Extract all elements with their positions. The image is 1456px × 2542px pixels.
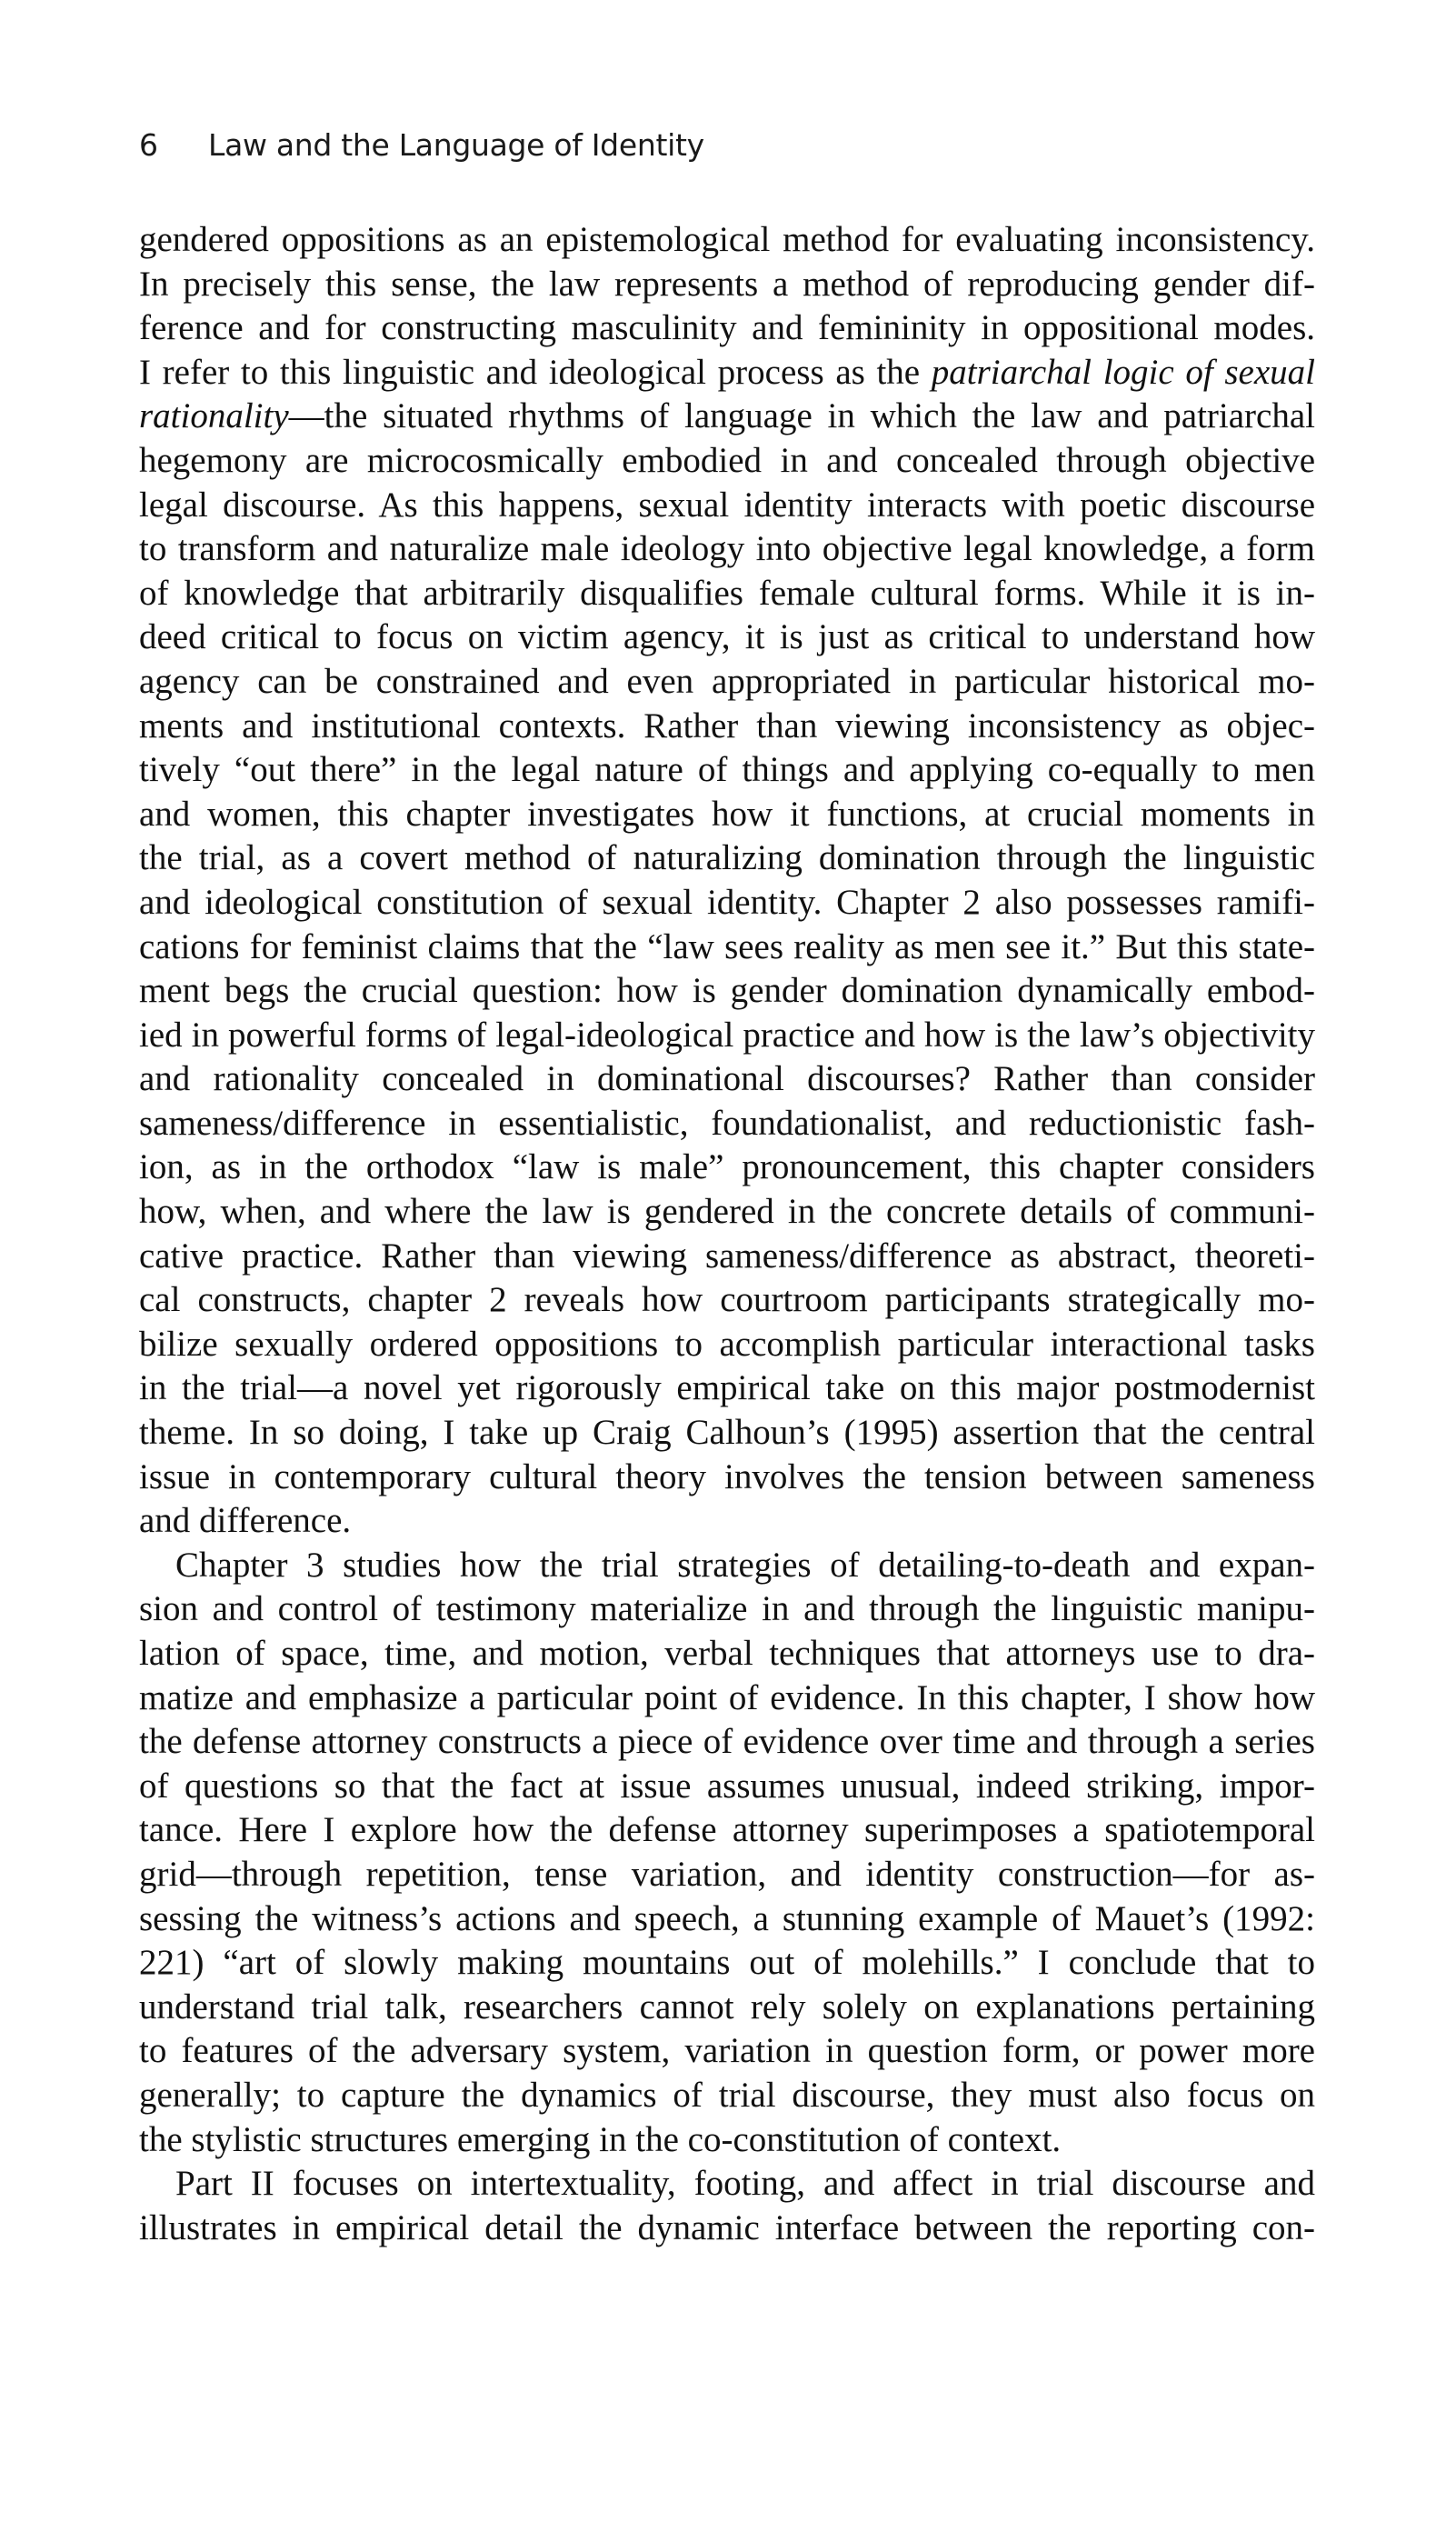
text-line: in the trial—a novel yet rigorously empirical take on this major postmodernist xyxy=(139,1368,1315,1408)
text-line: grid—through repetition, tense variation, and identity construction—for as- xyxy=(139,1854,1315,1894)
running-head xyxy=(139,127,704,163)
text-line: of knowledge that arbitrarily disqualifies female cultural forms. While it is in- xyxy=(139,573,1315,613)
text-line: cative practice. Rather than viewing sameness/difference as abstract, theoreti- xyxy=(139,1236,1315,1276)
text-line: ments and institutional contexts. Rather than viewing inconsistency as objec- xyxy=(139,706,1315,746)
text-line: deed critical to focus on victim agency, it is just as critical to understand how xyxy=(139,617,1315,657)
text-line: of questions so that the fact at issue assumes unusual, indeed striking, impor- xyxy=(139,1766,1315,1806)
paragraph xyxy=(139,218,1315,1544)
text-line: In precisely this sense, the law represents a method of reproducing gender dif- xyxy=(139,264,1315,304)
text-line: tance. Here I explore how the defense attorney superimposes a spatiotemporal xyxy=(139,1810,1315,1850)
text-line: cal constructs, chapter 2 reveals how courtroom participants strategically mo- xyxy=(139,1280,1315,1320)
paragraph xyxy=(139,1544,1315,2162)
text-line: agency can be constrained and even appropriated in particular historical mo- xyxy=(139,661,1315,701)
text-line: ion, as in the orthodox “law is male” pronouncement, this chapter considers xyxy=(139,1147,1315,1187)
text-line: and women, this chapter investigates how it functions, at crucial moments in xyxy=(139,794,1315,834)
text-line: cations for feminist claims that the “law sees reality as men see it.” But this state- xyxy=(139,926,1315,966)
text-line: understand trial talk, researchers cannot rely solely on explanations pertaining xyxy=(139,1987,1315,2027)
text-line: generally; to capture the dynamics of trial discourse, they must also focus on xyxy=(139,2075,1315,2115)
text-line: sion and control of testimony materialize in and through the linguistic manipu- xyxy=(139,1589,1315,1629)
italic-term: rationality xyxy=(139,396,289,436)
paragraph xyxy=(139,2162,1315,2250)
body-text xyxy=(139,218,1315,2250)
text-line: ference and for constructing masculinity and femininity in oppositional modes. xyxy=(139,308,1315,348)
text-line: sessing the witness’s actions and speech, a stunning example of Mauet’s (1992: xyxy=(139,1898,1315,1938)
text-line: rationality—the situated rhythms of language in which the law and patriarchal xyxy=(139,396,1315,436)
text-line: Part II focuses on intertextuality, footing, and affect in trial discourse and xyxy=(175,2164,1315,2204)
text-line: legal discourse. As this happens, sexual identity interacts with poetic discourse xyxy=(139,485,1315,525)
text-line: ment begs the crucial question: how is gender domination dynamically embod- xyxy=(139,971,1315,1011)
text-line: gendered oppositions as an epistemological method for evaluating inconsistency. xyxy=(139,220,1315,259)
text-line: theme. In so doing, I take up Craig Calhoun’s (1995) assertion that the central xyxy=(139,1413,1315,1453)
text-line: lation of space, time, and motion, verbal techniques that attorneys use to dra- xyxy=(139,1634,1315,1673)
text-line: illustrates in empirical detail the dynamic interface between the reporting con- xyxy=(139,2207,1315,2247)
text-line: I refer to this linguistic and ideological process as the patriarchal logic of sexual xyxy=(139,352,1315,392)
text-line: and rationality concealed in dominational discourses? Rather than consider xyxy=(139,1059,1315,1099)
text-line: Chapter 3 studies how the trial strategies of detailing-to-death and expan- xyxy=(175,1545,1315,1585)
text-line: the defense attorney constructs a piece of evidence over time and through a series xyxy=(139,1722,1315,1762)
running-head-title: Law and the Language of Identity xyxy=(208,127,704,163)
text-line: bilize sexually ordered oppositions to accomplish particular interactional tasks xyxy=(139,1324,1315,1364)
italic-term: patriarchal logic of sexual xyxy=(931,352,1315,392)
text-line: matize and emphasize a particular point of evidence. In this chapter, I show how xyxy=(139,1677,1315,1717)
text-line: ied in powerful forms of legal-ideological practice and how is the law’s objectivity xyxy=(139,1015,1315,1055)
text-line: sameness/difference in essentialistic, foundationalist, and reductionistic fash- xyxy=(139,1103,1315,1143)
text-line: the stylistic structures emerging in the co-constitution of context. xyxy=(139,2119,1062,2159)
text-line: the trial, as a covert method of naturalizing domination through the linguistic xyxy=(139,838,1315,878)
text-line: issue in contemporary cultural theory involves the tension between sameness xyxy=(139,1456,1315,1496)
page-number: 6 xyxy=(139,127,158,163)
text-line: and difference. xyxy=(139,1501,352,1541)
text-line: how, when, and where the law is gendered in the concrete details of communi- xyxy=(139,1192,1315,1232)
text-line: 221) “art of slowly making mountains out of molehills.” I conclude that to xyxy=(139,1943,1315,1983)
text-line: to features of the adversary system, variation in question form, or power more xyxy=(139,2031,1315,2071)
text-line: to transform and naturalize male ideology into objective legal knowledge, a form xyxy=(139,529,1315,569)
text-line: hegemony are microcosmically embodied in and concealed through objective xyxy=(139,440,1315,480)
text-line: tively “out there” in the legal nature of things and applying co-equally to men xyxy=(139,750,1315,790)
text-line: and ideological constitution of sexual identity. Chapter 2 also possesses ramifi- xyxy=(139,882,1315,922)
